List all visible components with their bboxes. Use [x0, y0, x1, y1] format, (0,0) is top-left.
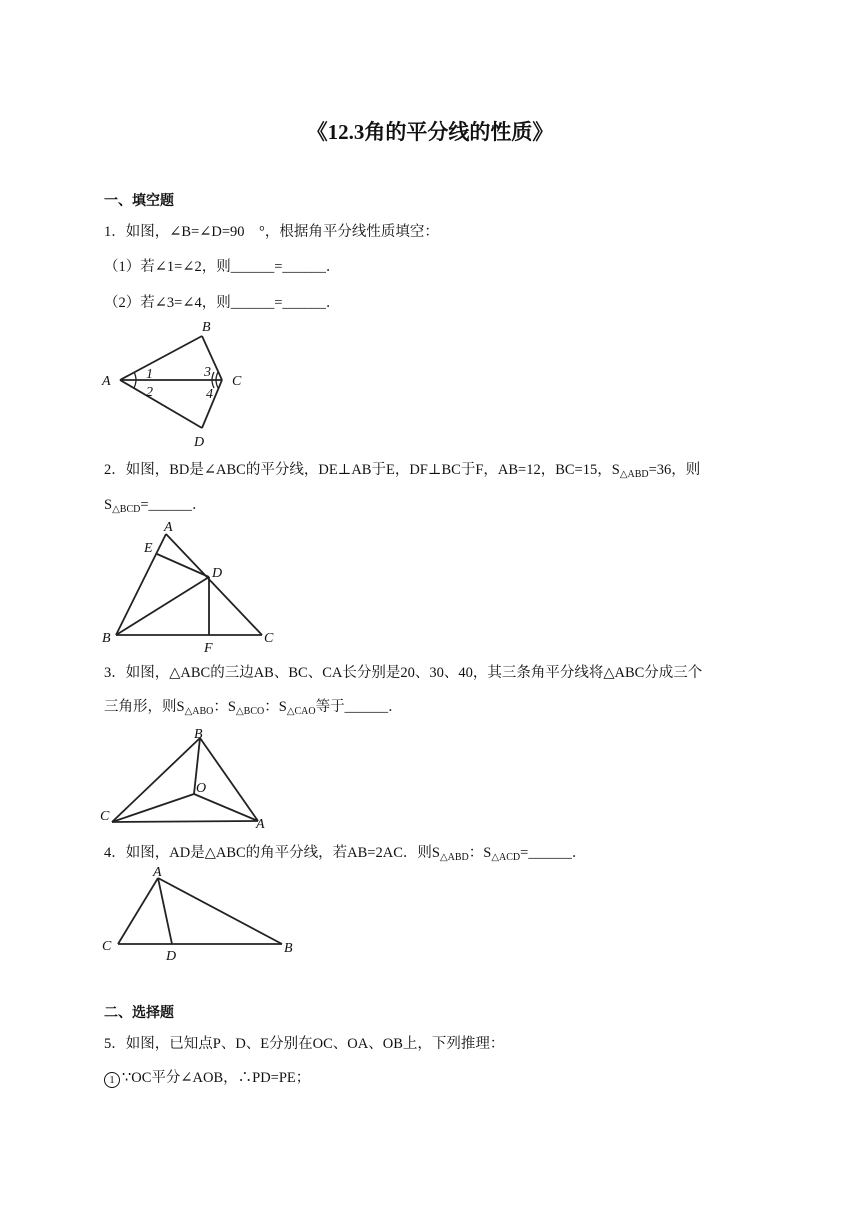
section-choice-heading: 二、选择题	[104, 1006, 174, 1021]
q2-label-B: B	[102, 631, 111, 646]
q1-part1: （1）若∠1=∠2，则______=______．	[104, 259, 341, 275]
q1-figure	[98, 316, 258, 450]
q3-label-O: O	[196, 781, 207, 796]
q2-label-C: C	[264, 631, 274, 646]
q3-figure	[98, 724, 278, 834]
q2-label-F: F	[204, 641, 213, 656]
q2-label-D: D	[212, 566, 223, 581]
q1-stem: 1．如图，∠B=∠D=90 °，根据角平分线性质填空：	[104, 224, 439, 240]
q4-figure	[98, 862, 298, 966]
q2-figure	[98, 518, 288, 658]
q1-label-4: 4	[206, 387, 213, 402]
q2-label-A: A	[164, 520, 173, 535]
q1-label-A: A	[102, 374, 111, 389]
q2-line2: $S_{\triangle BCD}=\_\_\_\_\_\_$．	[104, 497, 207, 515]
q3-line1: 3．如图，△ABC的三边AB、BC、CA长分别是20、30、40，其三条角平分线将△ABC分成三个	[104, 665, 703, 681]
q5-stem: 5．如图，已知点P、D、E分别在OC、OA、OB上，下列推理：	[104, 1036, 505, 1052]
q1-label-1: 1	[146, 367, 153, 382]
q4-line: 4．如图，AD是△ABC的角平分线，若AB=2AC．则$S_{\triangle ABD}$：$S_{\triangle ACD}=\_\_\_\_\_\_$．	[104, 845, 587, 863]
section-fill-in-heading: 一、填空题	[104, 194, 174, 209]
page-title: 《12.3角的平分线的性质》	[306, 120, 554, 144]
q4-label-A: A	[153, 865, 162, 880]
q3-label-B: B	[194, 727, 203, 742]
q4-label-D: D	[166, 949, 177, 964]
q3-label-C: C	[100, 809, 110, 824]
q4-label-C: C	[102, 939, 112, 954]
q3-label-A: A	[256, 817, 265, 832]
circled-number-1: 1	[104, 1072, 120, 1088]
q1-label-B: B	[202, 320, 211, 335]
q1-label-C: C	[232, 374, 242, 389]
q2-line1: 2．如图，BD是∠ABC的平分线，DE⊥AB于E，DF⊥BC于F，AB=12，BC=15，$S_{\triangle ABD}=36$，则	[104, 462, 701, 480]
q5-item1: 1 ∵OC平分∠AOB，∴PD=PE；	[104, 1068, 310, 1088]
q1-label-3: 3	[204, 365, 211, 380]
q3-line2: 三角形，则$S_{\triangle ABO}$：$S_{\triangle BCO}$：$S_{\triangle CAO}$等于______．	[104, 699, 403, 717]
q1-label-2: 2	[146, 385, 153, 400]
q1-part2: （2）若∠3=∠4，则______=______．	[104, 295, 341, 311]
q1-label-D: D	[194, 435, 205, 450]
q2-label-E: E	[144, 541, 153, 556]
q4-label-B: B	[284, 941, 293, 956]
